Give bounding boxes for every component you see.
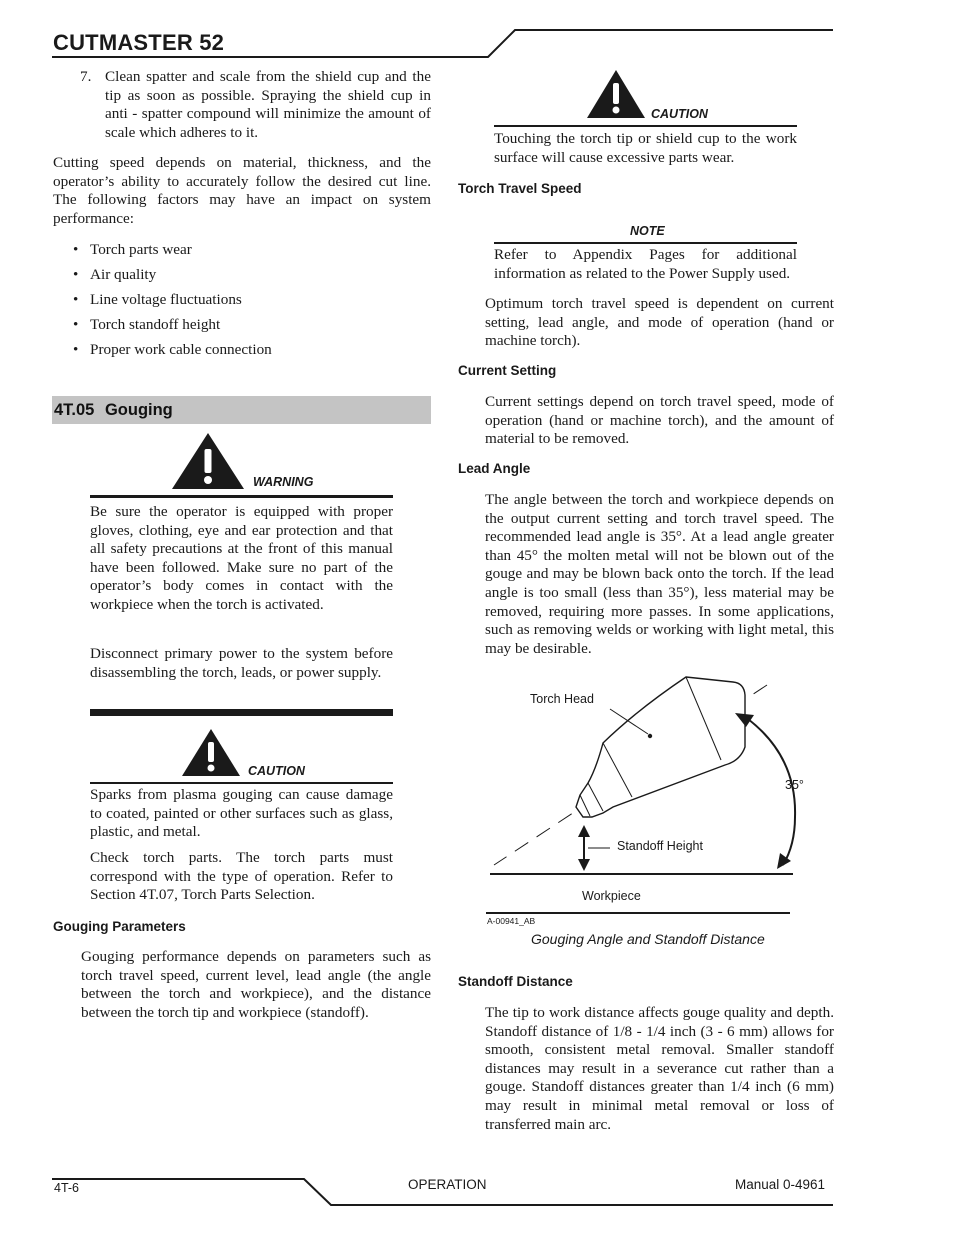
note-label: NOTE [630,224,665,238]
standoff-height-label: Standoff Height [617,839,703,853]
step-7-number: 7. [80,68,92,85]
torch-travel-speed-heading: Torch Travel Speed [458,181,582,196]
lead-angle-text: The angle between the torch and workpiece depends on the output current setting and torch travel speed. The recommended lead angle is 35°. At a lead angle greater than 45° the molten metal will not be blown out of the gouge and may be blown back onto the torch. If the lead angle is too small (less than 35°), less material may be removed, requiring more passes. In some applications, such as removing welds or working with light metal, this may be desirable. [485,491,834,657]
caution-text-1: Sparks from plasma gouging can cause damage to coated, painted or other surfaces such as glass, plastic, and metal. [90,786,393,841]
factor-list [73,241,413,366]
caution-rule [494,125,797,127]
list-item: • Air quality [73,266,413,291]
warning-text-2: Disconnect primary power to the system before disassembling the torch, leads, or power supply. [90,645,393,681]
warning-bottom-bar [90,709,393,716]
caution-icon [585,68,647,120]
manual-title: CUTMASTER 52 [53,30,225,55]
current-setting-text: Current settings depend on torch travel speed, mode of operation (hand or machine torch), and the amount of material to be removed. [485,393,834,448]
warning-label: WARNING [253,475,314,489]
warning-icon [170,431,246,491]
standoff-distance-text: The tip to work distance affects gouge quality and depth. Standoff distance of 1/8 - 1/4 inch (3 - 6 mm) allows for smooth, consistent metal removal. Smaller standoff distances may result in a severance cut rather than a gouge. Standoff distances greater than 1/4 inch (6 mm) may result in minimal metal removal or loss of transferred main arc. [485,1004,834,1133]
footer-manual-number: Manual 0-4961 [735,1177,826,1192]
caution-text-2: Check torch parts. The torch parts must correspond with the type of operation. Refer to Section 4T.07, Torch Parts Selection. [90,849,393,904]
warning-top-rule [90,495,393,498]
list-item: • Proper work cable connection [73,341,413,366]
cutting-speed-intro: Cutting speed depends on material, thickness, and the operator’s ability to accurately follow the desired cut line. The following factors may have an impact on system performance: [53,154,431,227]
step-7-text: Clean spatter and scale from the shield cup and the tip as soon as possible. Spraying the shield cup in anti - spatter compound will minimize the amount of scale which adheres to it. [105,68,431,141]
caution-text: Touching the torch tip or shield cup to the work surface will cause excessive parts wear. [494,130,797,166]
lead-angle-heading: Lead Angle [458,461,531,476]
caution-label: CAUTION [248,764,305,778]
standoff-distance-heading: Standoff Distance [458,974,573,989]
list-item: • Torch parts wear [73,241,413,266]
current-setting-heading: Current Setting [458,363,557,378]
travel-speed-text: Optimum torch travel speed is dependent on current setting, lead angle, and mode of operation (hand or machine torch). [485,295,834,350]
section-heading: 4T.05 Gouging [54,401,173,419]
note-rule [494,242,797,244]
list-item: • Line voltage fluctuations [73,291,413,316]
angle-label: 35° [785,778,804,792]
list-item: • Torch standoff height [73,316,413,341]
header-rule [0,0,954,70]
gouging-parameters-text: Gouging performance depends on parameters such as torch travel speed, current level, lead angle (the angle between the torch and workpiece), and the distance between the torch tip and workpiece (standoff). [81,948,431,1021]
footer-section: OPERATION [408,1177,487,1192]
figure-id: A-00941_AB [487,916,536,926]
warning-text-1: Be sure the operator is equipped with proper gloves, clothing, eye and ear protection and that all safety precautions at the front of this manual have been followed. Make sure no part of the operator’s body comes in contact with the workpiece when the torch is activated. [90,503,393,613]
caution-icon [180,727,242,778]
figure-caption: Gouging Angle and Standoff Distance [531,931,765,947]
torch-head-label: Torch Head [530,692,594,706]
gouging-parameters-heading: Gouging Parameters [53,919,186,934]
caution-label: CAUTION [651,107,708,121]
note-text: Refer to Appendix Pages for additional information as related to the Power Supply used. [494,246,797,282]
caution-rule [90,782,393,784]
page-number: 4T-6 [54,1181,80,1195]
workpiece-label: Workpiece [582,889,641,903]
